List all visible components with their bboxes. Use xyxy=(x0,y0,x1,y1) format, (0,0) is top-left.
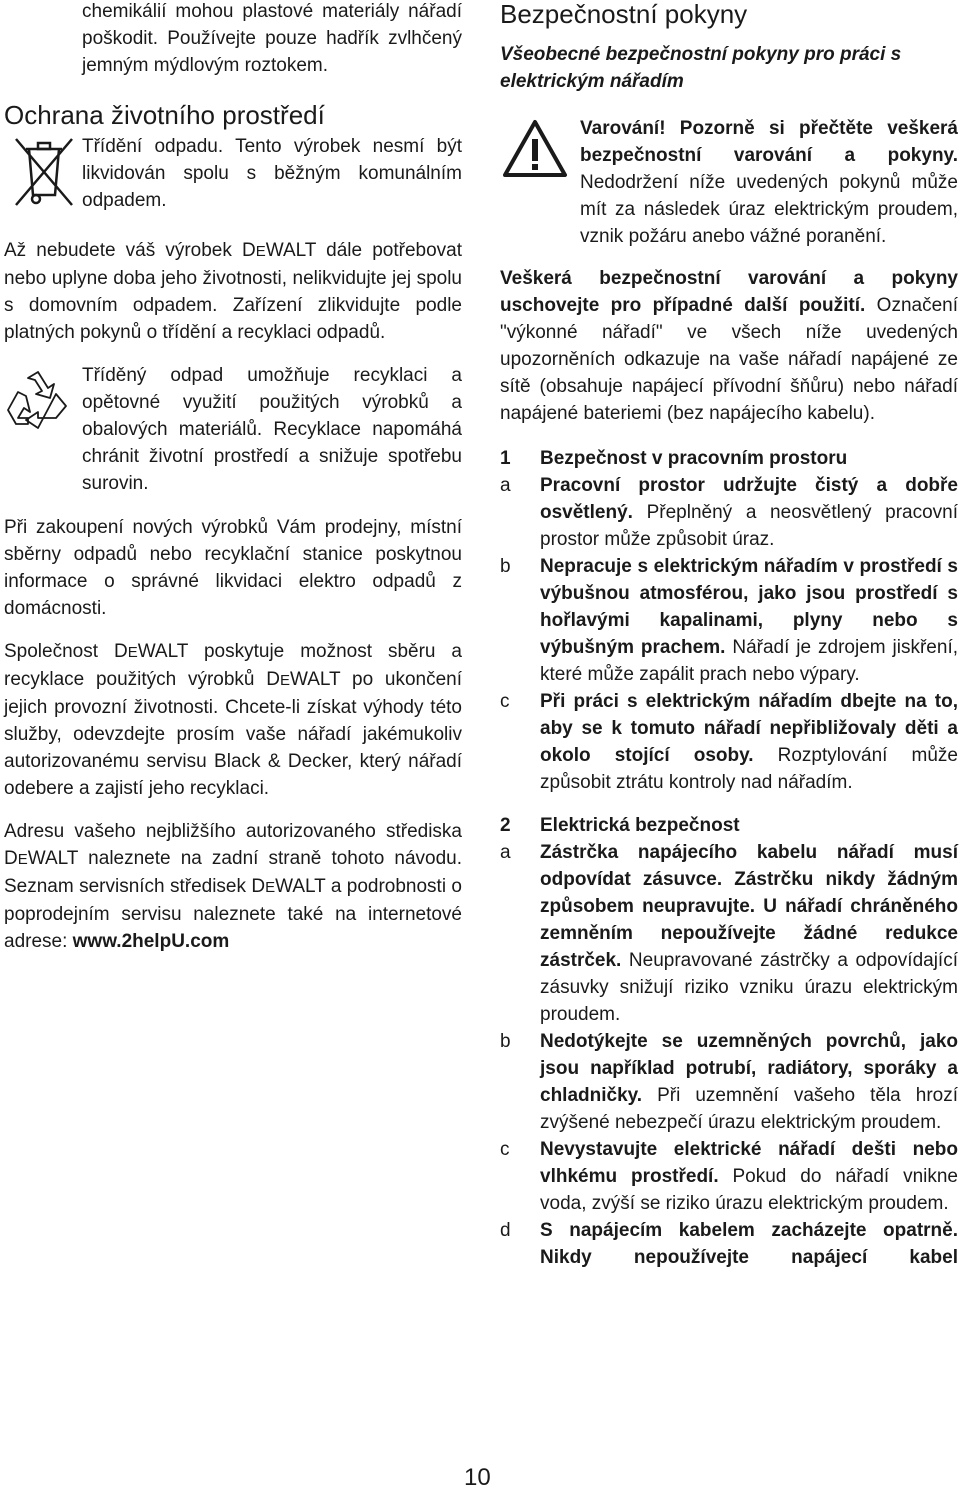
address-text-1: Adresu vašeho nejbližšího autorizovaného střediska D xyxy=(4,821,462,869)
company-text-3: WALT po ukončení jejich provozní životnosti. Chcete-li získat výhody této služby, odevzdejte prosím vaše nářadí jakémukoliv autorizovanému servisu Black & Decker, který nářadí odebere a zajistí jeho recyklaci. xyxy=(4,669,462,799)
safety-subheading: Všeobecné bezpečnostní pokyny pro práci s elektrickým nářadím xyxy=(500,44,902,92)
page-number: 10 xyxy=(464,1464,491,1491)
item-text: Rozptylování může způsobit ztrátu kontroly nad nářadím. xyxy=(540,745,958,793)
brand-e: E xyxy=(127,644,138,661)
definition-text: Označení "výkonné nářadí" ve všech níže uvedených upozorněních odkazuje na vaše nářadí napájené ze sítě (obsahuje napájecí přívodní šňůru) nebo nářadí napájené bateriemi (bez napájecího kabelu). xyxy=(500,295,958,424)
item-text: Při uzemnění vašeho těla hrozí zvýšené nebezpečí úrazu elektrickým proudem. xyxy=(540,1085,958,1133)
list-item xyxy=(500,688,958,796)
list-item xyxy=(500,1136,958,1217)
recycle-block xyxy=(4,362,462,497)
item-label: a xyxy=(500,475,511,496)
section-title xyxy=(500,445,958,472)
list-item xyxy=(500,1217,958,1271)
warning-paragraph xyxy=(580,115,958,250)
left-column xyxy=(4,0,462,955)
company-paragraph xyxy=(4,638,462,802)
brand-e: E xyxy=(17,851,28,868)
item-bold: Pracovní prostor udržujte čistý a dobře osvětlený. xyxy=(540,475,958,523)
purchase-paragraph: Při zakoupení nových výrobků Vám prodejny, místní sběrny odpadů nebo recyklační stanice poskytnou informace o správné likvidaci elektro odpadů z domácnosti. xyxy=(4,517,462,619)
right-column xyxy=(500,0,958,1271)
waste-paragraph: Třídění odpadu. Tento výrobek nesmí být likvidován spolu s běžným komunálním odpadem. xyxy=(82,136,462,211)
item-bold: Při práci s elektrickým nářadím dbejte na to, aby se k tomuto nářadí nepřibližovaly děti a okolo stojící osoby. xyxy=(540,691,958,766)
warning-text: Nedodržení níže uvedených pokynů může mít za následek úraz elektrickým proudem, vznik požáru anebo vážné poranění. xyxy=(580,172,958,247)
list-item xyxy=(500,839,958,1028)
waste-block xyxy=(4,133,462,214)
recycle-icon xyxy=(4,370,70,438)
recycle-paragraph: Tříděný odpad umožňuje recyklaci a opětovné využití použitých výrobků a obalových materiálů. Recyklace napomáhá chránit životní prostředí a snižuje spotřebu surovin. xyxy=(82,365,462,494)
section-2 xyxy=(500,812,958,1271)
item-text: Nářadí je zdrojem jiskření, které může zapálit prach nebo výpary. xyxy=(540,637,958,685)
section-title-text: Bezpečnost v pracovním prostoru xyxy=(540,448,848,469)
address-paragraph xyxy=(4,818,462,955)
keep-paragraph xyxy=(500,265,958,427)
environment-heading: Ochrana životního prostředí xyxy=(4,100,325,130)
warning-triangle-icon xyxy=(502,119,568,187)
section-number: 2 xyxy=(500,815,511,836)
item-text: Pokud do nářadí vnikne voda, zvýší se riziko úrazu elektrickým proudem. xyxy=(540,1166,958,1214)
item-bold: Zástrčka napájecího kabelu nářadí musí odpovídat zásuvce. Zástrčku nikdy žádným způsobem neupravujte. U nářadí chráněného zemněním nepoužívejte žádné redukce zástrček. xyxy=(540,842,958,971)
item-label: a xyxy=(500,842,511,863)
section-title-text: Elektrická bezpečnost xyxy=(540,815,740,836)
item-label: c xyxy=(500,1139,510,1160)
list-item xyxy=(500,472,958,553)
item-label: c xyxy=(500,691,510,712)
keep-bold: Veškerá bezpečnostní varování a pokyny uschovejte pro případné další použití. xyxy=(500,268,958,316)
company-text-1: Společnost D xyxy=(4,641,128,662)
section-1 xyxy=(500,445,958,796)
warning-bold: Varování! Pozorně si přečtěte veškerá bezpečnostní varování a pokyny. xyxy=(580,118,958,166)
address-text-3: WALT a podrobnosti o poprodejním servisu naleznete také na internetové adrese: xyxy=(4,876,462,952)
item-label: b xyxy=(500,1031,511,1052)
intro-paragraph: chemikálií mohou plastové materiály nářadí poškodit. Používejte pouze hadřík zvlhčený jemným mýdlovým roztokem. xyxy=(82,1,462,76)
disposal-text-start: Až nebudete váš výrobek D xyxy=(4,240,256,261)
list-item xyxy=(500,553,958,688)
item-text: Přeplněný a neosvětlený pracovní prostor může způsobit úraz. xyxy=(540,502,958,550)
safety-heading: Bezpečnostní pokyny xyxy=(500,0,748,29)
warning-block xyxy=(500,115,958,250)
item-bold: Nedotýkejte se uzemněných povrchů, jako jsou například potrubí, radiátory, sporáky a chladničky. xyxy=(540,1031,958,1106)
item-label: b xyxy=(500,556,511,577)
address-text-2: WALT naleznete na zadní straně tohoto návodu. Seznam servisních středisek D xyxy=(4,848,462,897)
brand-e: E xyxy=(265,879,276,896)
item-label: d xyxy=(500,1220,511,1241)
item-bold: Nepracuje s elektrickým nářadím v prostředí s výbušnou atmosférou, jako jsou prostředí s hořlavými kapalinami, plyny nebo s výbušným prachem. xyxy=(540,556,958,658)
brand-e: E xyxy=(255,243,266,260)
item-bold: Nevystavujte elektrické nářadí dešti nebo vlhkému prostředí. xyxy=(540,1139,958,1187)
company-text-2: WALT poskytuje možnost sběru a recyklace použitých výrobků D xyxy=(4,641,462,690)
item-bold: S napájecím kabelem zacházejte opatrně. Nikdy nepoužívejte napájecí kabel xyxy=(540,1220,958,1268)
list-item xyxy=(500,1028,958,1136)
website-link[interactable]: www.2helpU.com xyxy=(72,931,230,952)
disposal-text-end: WALT dále potřebovat nebo uplyne doba jeho životnosti, nelikvidujte jej spolu s domovním odpadem. Zařízení zlikvidujte podle platných pokynů o třídění a recyklaci odpadů. xyxy=(4,240,462,343)
section-title xyxy=(500,812,958,839)
section-number: 1 xyxy=(500,448,511,469)
item-text: Neupravované zástrčky a odpovídající zásuvky snižují riziko vzniku úrazu elektrickým proudem. xyxy=(540,950,958,1025)
brand-e: E xyxy=(279,672,290,689)
crossed-bin-icon xyxy=(12,135,76,219)
disposal-paragraph xyxy=(4,237,462,346)
